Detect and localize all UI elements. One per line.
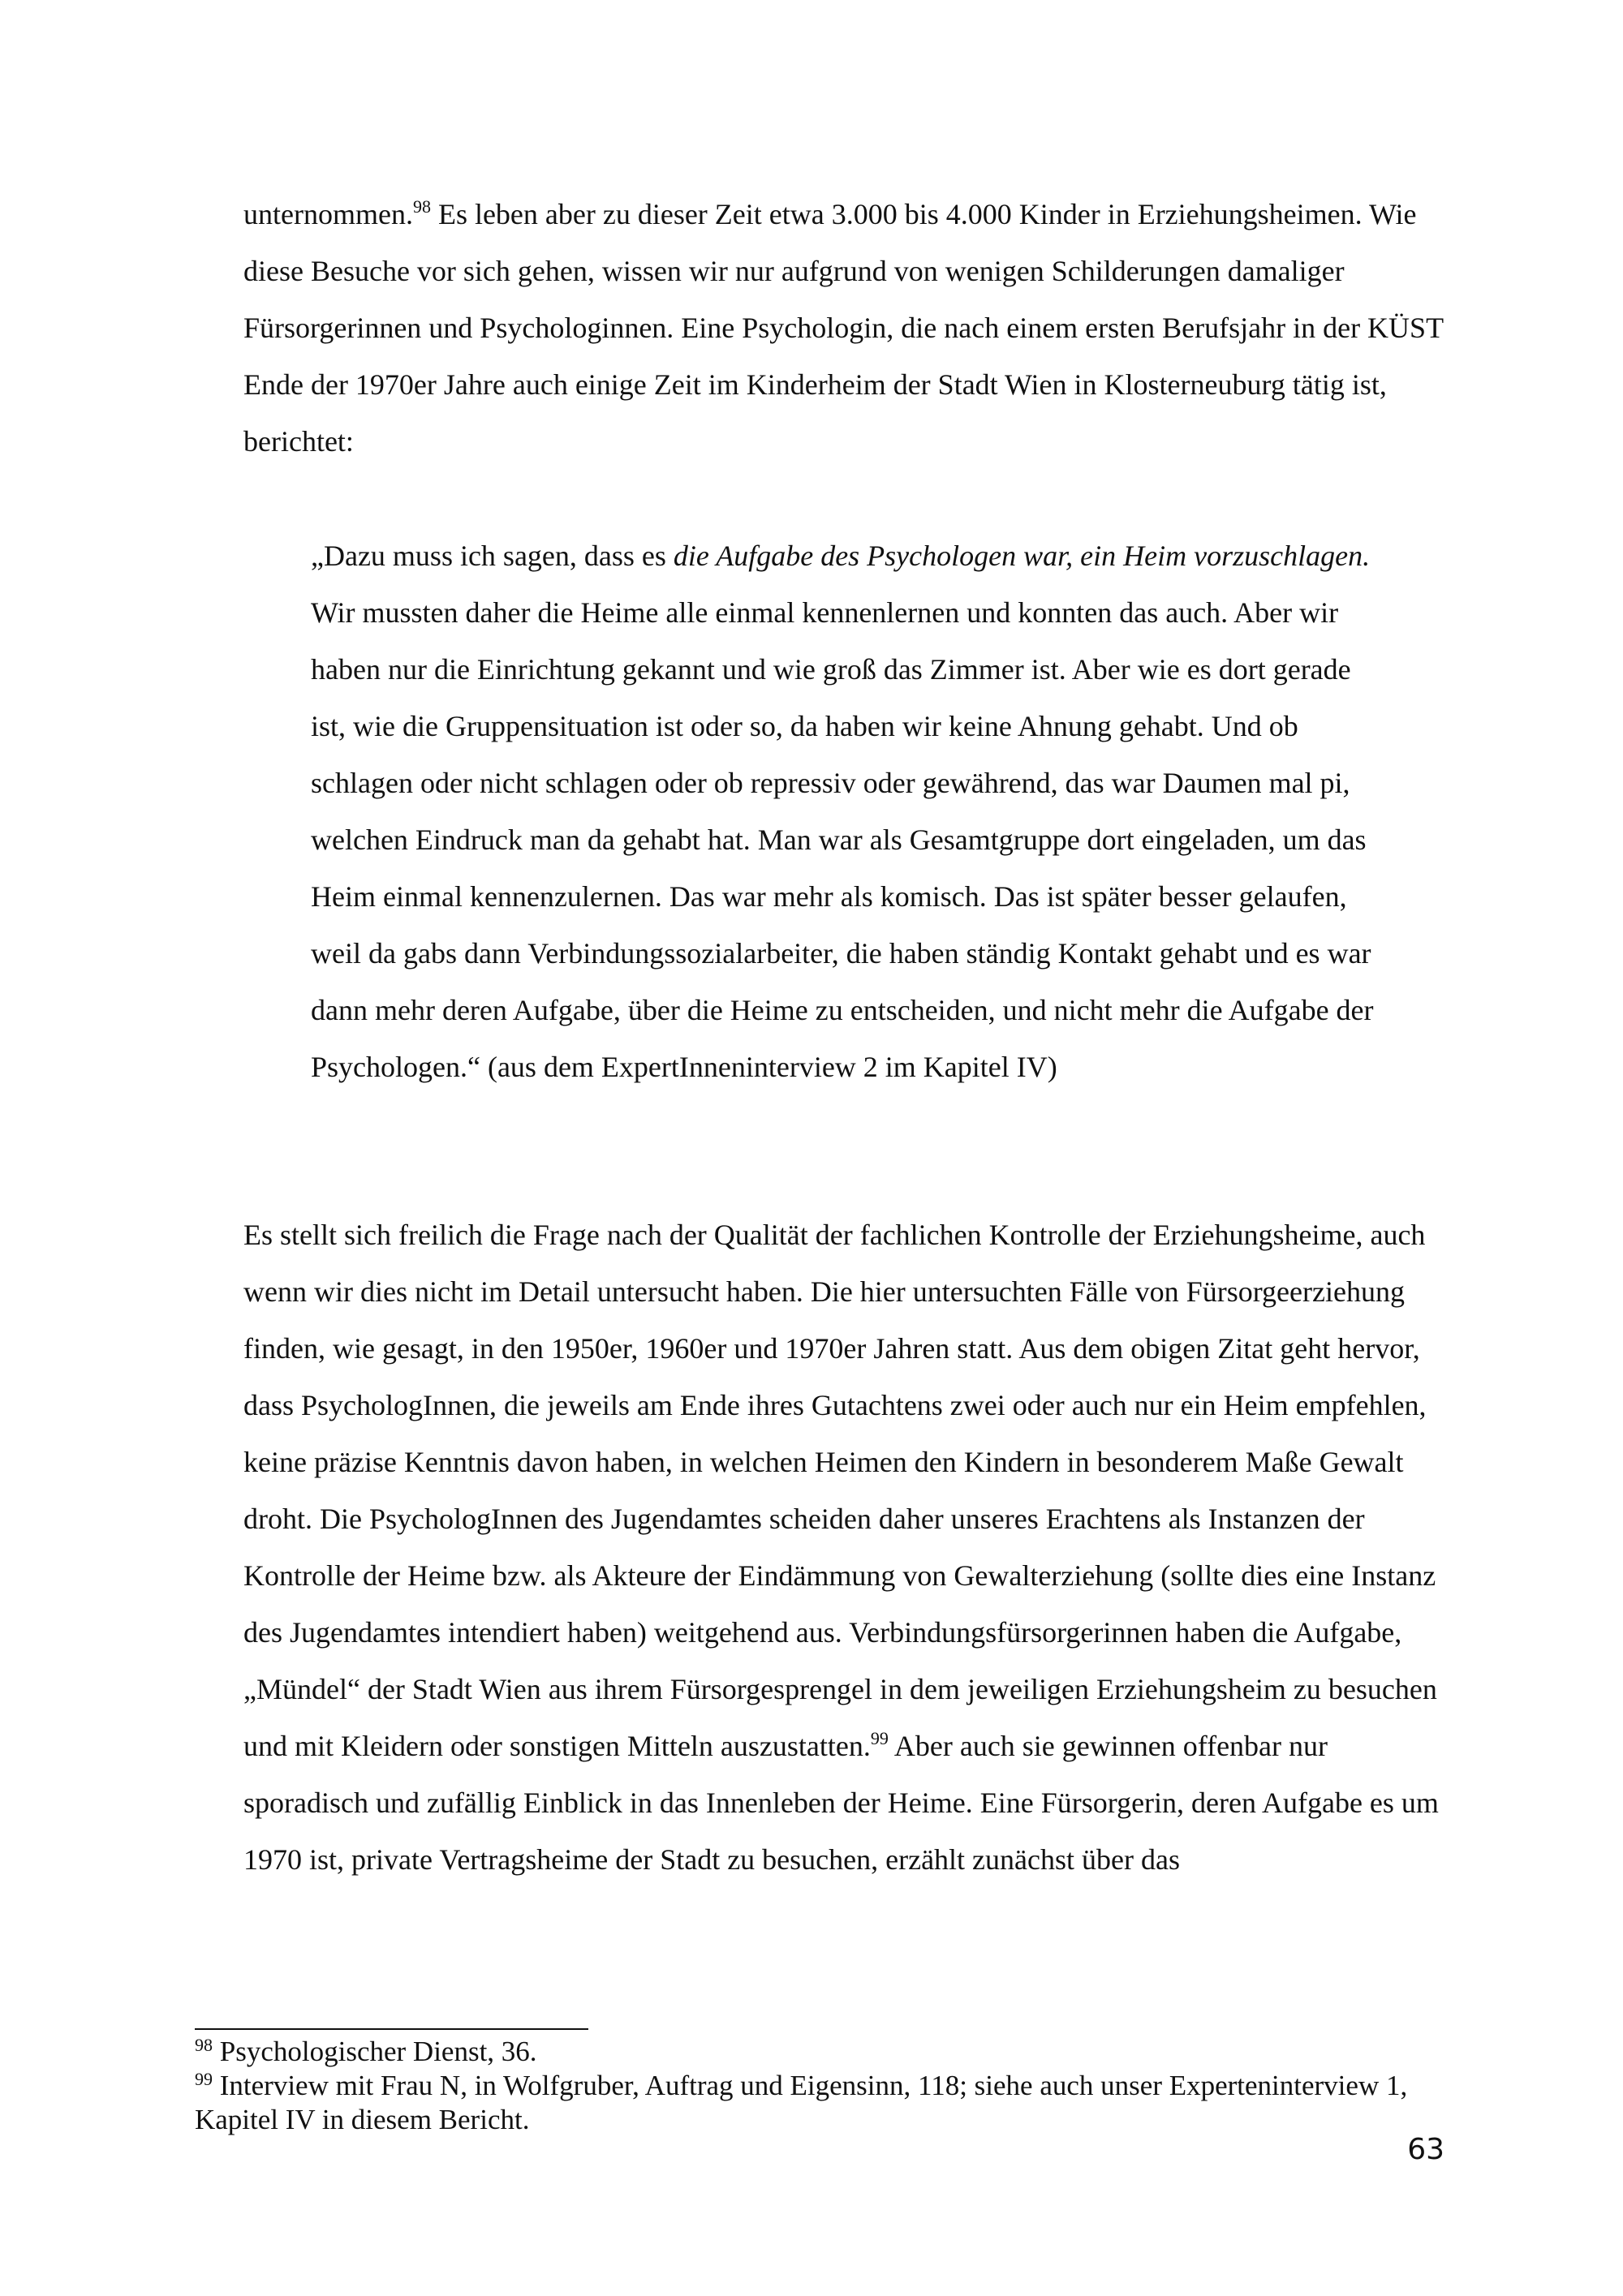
footnote-ref-98[interactable]: 98 xyxy=(412,196,431,217)
footnote-text: Interview mit Frau N, in Wolfgruber, Auftrag und Eigensinn, 118; siehe auch unser Experteninterview 1, Kapitel IV in diesem Bericht. xyxy=(195,2070,1408,2135)
block-quote xyxy=(311,527,1390,1095)
footnote-text: Psychologischer Dienst, 36. xyxy=(213,2036,537,2067)
intro-text-start: unternommen. xyxy=(243,198,413,230)
footnotes xyxy=(195,2035,1444,2137)
footnote-separator xyxy=(195,2028,588,2030)
footnote-99 xyxy=(195,2069,1444,2137)
footnote-number: 99 xyxy=(195,2069,213,2089)
main-text-start: Es stellt sich freilich die Frage nach der Qualität der fachlichen Kontrolle der Erziehungsheime, auch wenn wir dies nicht im Detail untersucht haben. Die hier untersuchten Fälle von Fürsorgeerziehung finden, wie gesagt, in den 1950er, 1960er und 1970er Jahren statt. Aus dem obigen Zitat geht hervor, dass PsychologInnen, die jeweils am Ende ihres Gutachtens zwei oder auch nur ein Heim empfehlen, keine präzise Kenntnis davon haben, in welchen Heimen den Kindern in besonderem Maße Gewalt droht. Die PsychologInnen des Jugendamtes scheiden daher unseres Erachtens als Instanzen der Kontrolle der Heime bzw. als Akteure der Eindämmung von Gewalterziehung (sollte dies eine Instanz des Jugendamtes intendiert haben) weitgehend aus. Verbindungsfürsorgerinnen haben die Aufgabe, „Mündel“ der Stadt Wien aus ihrem Fürsorgesprengel in dem jeweiligen Erziehungsheim zu besuchen und mit Kleidern oder sonstigen Mitteln auszustatten. xyxy=(243,1219,1437,1762)
quote-rest: Wir mussten daher die Heime alle einmal kennenlernen und konnten das auch. Aber wir haben nur die Einrichtung gekannt und wie groß das Zimmer ist. Aber wie es dort gerade ist, wie die Gruppensituation ist oder so, da haben wir keine Ahnung gehabt. Und ob schlagen oder nicht schlagen oder ob repressiv oder gewährend, das war Daumen mal pi, welchen Eindruck man da gehabt hat. Man war als Gesamtgruppe dort eingeladen, um das Heim einmal kennenzulernen. Das war mehr als komisch. Das ist später besser gelaufen, weil da gabs dann Verbindungssozialarbeiter, die haben ständig Kontakt gehabt und es war dann mehr deren Aufgabe, über die Heime zu entscheiden, und nicht mehr die Aufgabe der Psychologen.“ (aus dem ExpertInneninterview 2 im Kapitel IV) xyxy=(311,596,1374,1083)
main-paragraph xyxy=(243,1206,1444,1888)
page-number: 63 xyxy=(1407,2133,1444,2166)
main-text-end: Aber auch sie gewinnen offenbar nur sporadisch und zufällig Einblick in das Innenleben der Heime. Eine Fürsorgerin, deren Aufgabe es um 1970 ist, private Vertragsheime der Stadt zu besuchen, erzählt zunächst über das xyxy=(243,1730,1439,1876)
intro-text-end: Es leben aber zu dieser Zeit etwa 3.000 bis 4.000 Kinder in Erziehungsheimen. Wie diese Besuche vor sich gehen, wissen wir nur aufgrund von wenigen Schilderungen damaliger Fürsorgerinnen und Psychologinnen. Eine Psychologin, die nach einem ersten Berufsjahr in der KÜST Ende der 1970er Jahre auch einige Zeit im Kinderheim der Stadt Wien in Klosterneuburg tätig ist, berichtet: xyxy=(243,198,1444,458)
intro-paragraph xyxy=(243,186,1444,470)
quote-opening: „Dazu muss ich sagen, dass es xyxy=(311,540,674,572)
footnote-number: 98 xyxy=(195,2035,213,2055)
footnote-98 xyxy=(195,2035,1444,2069)
footnote-ref-99[interactable]: 99 xyxy=(870,1728,889,1748)
quote-emphasis: die Aufgabe des Psychologen war, ein Heim vorzuschlagen. xyxy=(673,540,1371,572)
